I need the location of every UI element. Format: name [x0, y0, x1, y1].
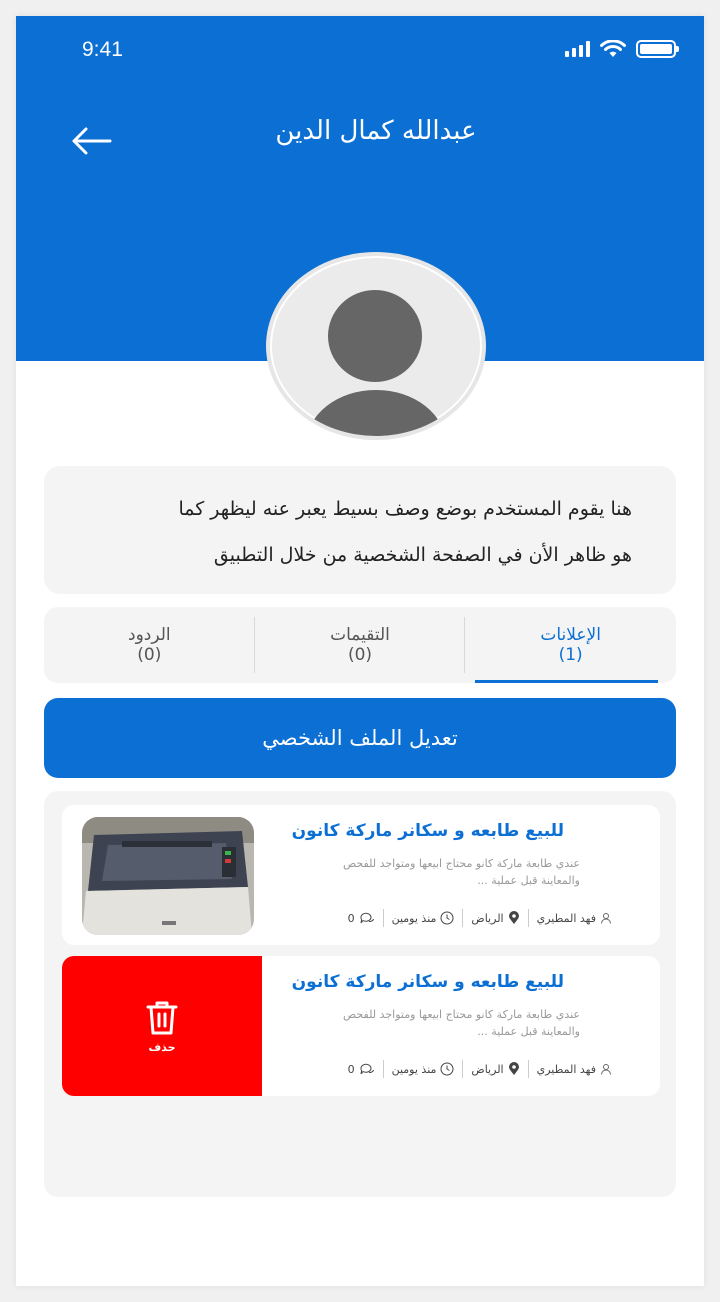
- user-icon: [600, 1063, 612, 1075]
- ad-time-text: منذ يومين: [391, 911, 437, 925]
- bio-line-2: هو ظاهر الأن في الصفحة الشخصية من خلال التطبيق: [213, 544, 632, 566]
- clock-icon: [440, 1062, 454, 1076]
- ad-user-name: فهد المطيري: [536, 911, 596, 925]
- ad-comments-count: 0: [347, 1062, 355, 1076]
- ad-description-line-2: والمعاينة قبل عملية ...: [477, 874, 580, 887]
- tab-ads-count: (1): [558, 645, 583, 665]
- ad-user: [529, 912, 620, 925]
- ad-title[interactable]: للبيع طابعه و سكانر ماركة كانون: [291, 972, 564, 992]
- profile-bio: [44, 466, 676, 594]
- ad-description: [280, 1006, 580, 1040]
- ad-comments: [340, 1062, 383, 1076]
- ad-time-text: منذ يومين: [391, 1062, 437, 1076]
- tab-ratings-count: (0): [347, 645, 373, 665]
- tab-replies-count: (0): [137, 645, 162, 665]
- ad-title[interactable]: للبيع طابعه و سكانر ماركة كانون: [291, 821, 564, 841]
- trash-icon: [144, 999, 180, 1037]
- ad-location: [463, 911, 527, 925]
- status-time: 9:41: [82, 38, 123, 61]
- tab-ratings[interactable]: [255, 607, 466, 683]
- battery-icon: [636, 40, 676, 58]
- comments-icon: [359, 911, 375, 925]
- tab-ads[interactable]: [465, 607, 676, 683]
- profile-tabs: [44, 607, 676, 683]
- page-title: عبدالله كمال الدين: [275, 116, 477, 146]
- delete-label: حذف: [148, 1040, 176, 1054]
- wifi-icon: [600, 40, 626, 58]
- ad-user: [529, 1063, 620, 1076]
- ad-location: [463, 1062, 527, 1076]
- edit-profile-button[interactable]: تعديل الملف الشخصي: [44, 698, 676, 778]
- ad-card[interactable]: [62, 956, 660, 1096]
- tab-replies-label: الردود: [128, 625, 171, 645]
- back-button[interactable]: [70, 124, 114, 158]
- ad-comments-count: 0: [347, 911, 355, 925]
- ad-location-name: الرياض: [471, 911, 504, 925]
- avatar-head: [328, 290, 422, 382]
- ad-description-line-2: والمعاينة قبل عملية ...: [477, 1025, 580, 1038]
- signal-icon: [565, 41, 590, 57]
- arrow-left-icon: [70, 124, 114, 158]
- location-pin-icon: [508, 1062, 520, 1076]
- clock-icon: [440, 911, 454, 925]
- ad-description-line-1: عندي طابعة ماركة كانو محتاج ابيعها ومتواجد للفحص: [342, 1008, 580, 1021]
- ad-time: [384, 1062, 463, 1076]
- ad-comments: [340, 911, 383, 925]
- comments-icon: [359, 1062, 375, 1076]
- ad-time: [384, 911, 463, 925]
- ad-description: [280, 855, 580, 889]
- ad-description-line-1: عندي طابعة ماركة كانو محتاج ابيعها ومتواجد للفحص: [342, 857, 580, 870]
- ad-meta: [340, 909, 620, 927]
- location-pin-icon: [508, 911, 520, 925]
- ad-meta: [340, 1060, 620, 1078]
- phone-frame: [16, 16, 704, 1286]
- tab-replies[interactable]: [44, 607, 255, 683]
- ads-list: [44, 791, 676, 1197]
- active-tab-indicator: [475, 680, 658, 683]
- user-icon: [600, 912, 612, 924]
- delete-button[interactable]: [62, 956, 262, 1096]
- status-icons: [565, 40, 676, 58]
- ad-location-name: الرياض: [471, 1062, 504, 1076]
- tab-ads-label: الإعلانات: [540, 625, 601, 645]
- avatar-body: [306, 390, 446, 440]
- bio-line-1: هنا يقوم المستخدم بوضع وصف بسيط يعبر عنه ليظهر كما: [178, 498, 632, 520]
- ad-thumbnail[interactable]: [82, 817, 254, 935]
- avatar[interactable]: [266, 252, 486, 440]
- ad-card[interactable]: [62, 805, 660, 945]
- ad-user-name: فهد المطيري: [536, 1062, 596, 1076]
- printer-image: [82, 817, 254, 935]
- tab-ratings-label: التقيمات: [330, 625, 390, 645]
